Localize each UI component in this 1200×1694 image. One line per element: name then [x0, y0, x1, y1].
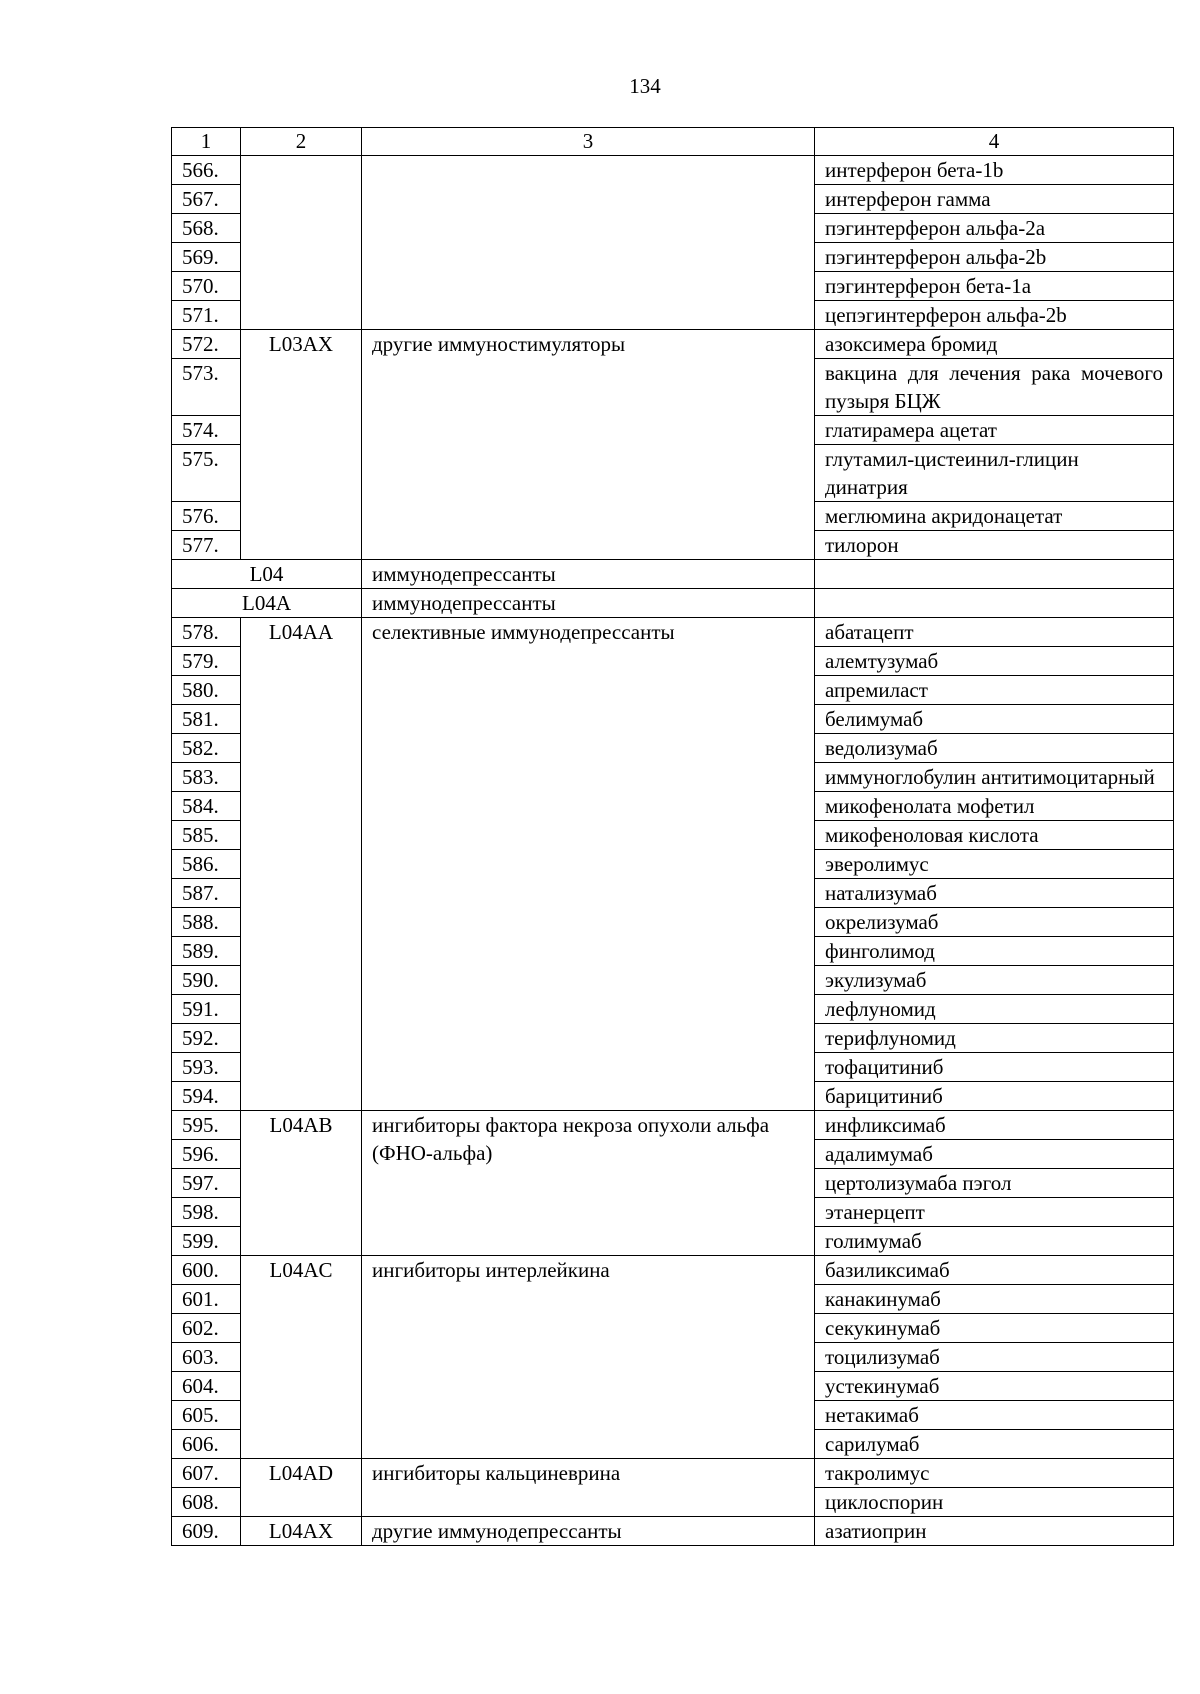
drug-name: белимумаб [815, 705, 1174, 734]
row-number: 576. [172, 502, 241, 531]
row-number: 579. [172, 647, 241, 676]
header-row [172, 128, 1174, 156]
group-name: ингибиторы кальциневрина [362, 1459, 815, 1517]
row-number: 567. [172, 185, 241, 214]
row-number: 575. [172, 445, 241, 502]
group-name: ингибиторы интерлейкина [362, 1256, 815, 1459]
row-number: 577. [172, 531, 241, 560]
drug-name [815, 589, 1174, 618]
row-number: 609. [172, 1517, 241, 1546]
row-number: 594. [172, 1082, 241, 1111]
drug-name: азатиоприн [815, 1517, 1174, 1546]
row-number: 580. [172, 676, 241, 705]
drug-name: глатирамера ацетат [815, 416, 1174, 445]
drug-name: канакинумаб [815, 1285, 1174, 1314]
row-number: 585. [172, 821, 241, 850]
table-row [172, 589, 1174, 618]
atc-code: L04AC [241, 1256, 362, 1459]
drug-name: тофацитиниб [815, 1053, 1174, 1082]
group-name [362, 156, 815, 330]
atc-code: L04AX [241, 1517, 362, 1546]
row-number: 582. [172, 734, 241, 763]
drug-name: меглюмина акридонацетат [815, 502, 1174, 531]
row-number: 569. [172, 243, 241, 272]
row-number: 584. [172, 792, 241, 821]
drug-name: цертолизумаба пэгол [815, 1169, 1174, 1198]
atc-code: L03AX [241, 330, 362, 560]
drug-name: терифлуномид [815, 1024, 1174, 1053]
row-number: 599. [172, 1227, 241, 1256]
row-number: 583. [172, 763, 241, 792]
drug-name: секукинумаб [815, 1314, 1174, 1343]
drug-name: барицитиниб [815, 1082, 1174, 1111]
drug-name: сарилумаб [815, 1430, 1174, 1459]
drug-name: интерферон гамма [815, 185, 1174, 214]
row-number: 604. [172, 1372, 241, 1401]
row-number: 572. [172, 330, 241, 359]
drug-name: глутамил-цистеинил-глицин динатрия [815, 445, 1174, 502]
row-number: 595. [172, 1111, 241, 1140]
group-name: иммунодепрессанты [362, 560, 815, 589]
row-number: 603. [172, 1343, 241, 1372]
row-number: 578. [172, 618, 241, 647]
header-col-3: 3 [362, 128, 815, 156]
drug-name: инфликсимаб [815, 1111, 1174, 1140]
drug-name: абатацепт [815, 618, 1174, 647]
drug-name: пэгинтерферон бета-1a [815, 272, 1174, 301]
row-number: 597. [172, 1169, 241, 1198]
drug-name: базиликсимаб [815, 1256, 1174, 1285]
atc-code: L04AD [241, 1459, 362, 1517]
row-number: 606. [172, 1430, 241, 1459]
row-number: 573. [172, 359, 241, 416]
table-row [172, 618, 1174, 647]
drug-name: тилорон [815, 531, 1174, 560]
drug-name: финголимод [815, 937, 1174, 966]
table-row [172, 1111, 1174, 1140]
drug-name: экулизумаб [815, 966, 1174, 995]
drug-name: голимумаб [815, 1227, 1174, 1256]
drug-name: пэгинтерферон альфа-2b [815, 243, 1174, 272]
group-name: иммунодепрессанты [362, 589, 815, 618]
row-number: 605. [172, 1401, 241, 1430]
drug-name: пэгинтерферон альфа-2a [815, 214, 1174, 243]
drug-name: цепэгинтерферон альфа-2b [815, 301, 1174, 330]
row-number: 588. [172, 908, 241, 937]
drug-name: такролимус [815, 1459, 1174, 1488]
atc-code: L04 [172, 560, 362, 589]
table-row [172, 1256, 1174, 1285]
drug-name: интерферон бета-1b [815, 156, 1174, 185]
row-number: 570. [172, 272, 241, 301]
row-number: 601. [172, 1285, 241, 1314]
drug-name: алемтузумаб [815, 647, 1174, 676]
row-number: 607. [172, 1459, 241, 1488]
group-name: другие иммунодепрессанты [362, 1517, 815, 1546]
drug-name: окрелизумаб [815, 908, 1174, 937]
drug-name: азоксимера бромид [815, 330, 1174, 359]
row-number: 602. [172, 1314, 241, 1343]
row-number: 598. [172, 1198, 241, 1227]
row-number: 574. [172, 416, 241, 445]
drug-name: устекинумаб [815, 1372, 1174, 1401]
row-number: 608. [172, 1488, 241, 1517]
drug-name: этанерцепт [815, 1198, 1174, 1227]
drug-name: нетакимаб [815, 1401, 1174, 1430]
drug-name: иммуноглобулин антитимоцитарный [815, 763, 1174, 792]
drug-name: апремиласт [815, 676, 1174, 705]
table-row [172, 1459, 1174, 1488]
drug-name: адалимумаб [815, 1140, 1174, 1169]
header-col-2: 2 [241, 128, 362, 156]
row-number: 587. [172, 879, 241, 908]
row-number: 592. [172, 1024, 241, 1053]
atc-code: L04AA [241, 618, 362, 1111]
table-row [172, 560, 1174, 589]
page-number: 134 [629, 74, 661, 98]
drug-name: эверолимус [815, 850, 1174, 879]
row-number: 568. [172, 214, 241, 243]
drug-table [171, 127, 1174, 1546]
row-number: 571. [172, 301, 241, 330]
row-number: 591. [172, 995, 241, 1024]
drug-name: лефлуномид [815, 995, 1174, 1024]
drug-name: натализумаб [815, 879, 1174, 908]
drug-name: вакцина для лечения рака мочевого пузыря БЦЖ [815, 359, 1174, 416]
row-number: 590. [172, 966, 241, 995]
row-number: 581. [172, 705, 241, 734]
drug-name: микофеноловая кислота [815, 821, 1174, 850]
drug-name [815, 560, 1174, 589]
table-body [172, 156, 1174, 1546]
row-number: 566. [172, 156, 241, 185]
group-name: селективные иммунодепрессанты [362, 618, 815, 1111]
table-row [172, 156, 1174, 185]
atc-code: L04A [172, 589, 362, 618]
row-number: 586. [172, 850, 241, 879]
drug-name: микофенолата мофетил [815, 792, 1174, 821]
header-col-1: 1 [172, 128, 241, 156]
atc-code [241, 156, 362, 330]
drug-name: ведолизумаб [815, 734, 1174, 763]
table-row [172, 330, 1174, 359]
atc-code: L04AB [241, 1111, 362, 1256]
group-name: ингибиторы фактора некроза опухоли альфа (ФНО-альфа) [362, 1111, 815, 1256]
drug-name: тоцилизумаб [815, 1343, 1174, 1372]
group-name: другие иммуностимуляторы [362, 330, 815, 560]
row-number: 593. [172, 1053, 241, 1082]
row-number: 596. [172, 1140, 241, 1169]
row-number: 600. [172, 1256, 241, 1285]
header-col-4: 4 [815, 128, 1174, 156]
table-row [172, 1517, 1174, 1546]
row-number: 589. [172, 937, 241, 966]
drug-name: циклоспорин [815, 1488, 1174, 1517]
